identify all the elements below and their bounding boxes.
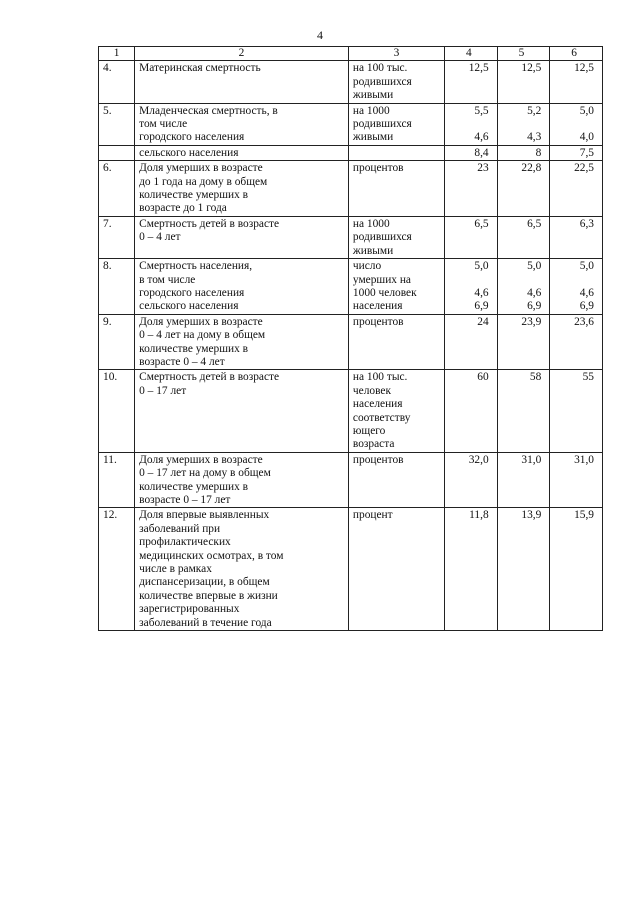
unit-of-measure-line: ющего xyxy=(352,424,386,437)
unit-of-measure xyxy=(348,314,444,370)
table-row xyxy=(99,103,603,145)
indicator-name-line: Материнская смертность xyxy=(139,62,261,75)
value-col-6-line: 12,5 xyxy=(574,62,594,75)
value-col-6 xyxy=(550,508,603,631)
value-col-6-line xyxy=(554,274,594,287)
indicator-name-line: городского населения xyxy=(139,286,245,299)
indicator-name xyxy=(135,370,349,452)
value-col-6-line: 6,9 xyxy=(579,300,594,313)
indicator-name-line: Доля умерших в возрасте xyxy=(139,453,263,466)
header-col-3: 3 xyxy=(348,47,444,61)
value-col-4-line: 32,0 xyxy=(468,453,489,466)
value-col-5-line: 23,9 xyxy=(521,315,542,328)
value-col-5 xyxy=(497,216,550,258)
indicator-name-line: числе в рамках xyxy=(139,563,212,576)
value-col-5-line xyxy=(502,274,542,287)
value-col-5-line: 12,5 xyxy=(521,62,542,75)
value-col-4-line: 5,5 xyxy=(474,104,489,117)
unit-of-measure xyxy=(348,508,444,631)
unit-of-measure xyxy=(348,370,444,452)
value-col-6-line: 6,3 xyxy=(579,217,594,230)
unit-of-measure-line: 1000 человек xyxy=(352,286,417,299)
value-col-4 xyxy=(444,314,497,370)
indicator-name xyxy=(135,61,349,103)
value-col-4-line: 4,6 xyxy=(474,286,489,299)
indicator-name-line: 0 – 4 лет на дому в общем xyxy=(139,329,266,342)
indicator-name-line: заболеваний при xyxy=(139,522,221,535)
row-number: 12. xyxy=(99,508,135,631)
indicators-table xyxy=(98,46,603,631)
unit-of-measure xyxy=(348,216,444,258)
row-number xyxy=(99,145,135,160)
value-col-6-line: 23,6 xyxy=(574,315,594,328)
indicator-name xyxy=(135,314,349,370)
unit-of-measure-line: живыми xyxy=(352,89,394,102)
value-col-4-line: 12,5 xyxy=(468,62,489,75)
table-header-row xyxy=(99,47,603,61)
value-col-5-line: 4,3 xyxy=(527,131,542,144)
value-col-4 xyxy=(444,61,497,103)
value-col-6-line: 22,5 xyxy=(574,162,594,175)
indicator-name-line: возрасте 0 – 4 лет xyxy=(139,355,225,368)
value-col-5 xyxy=(497,259,550,315)
value-col-4 xyxy=(444,370,497,452)
value-col-4-line xyxy=(449,274,489,287)
indicator-name-line: Доля умерших в возрасте xyxy=(139,162,263,175)
unit-of-measure-line: родившихся xyxy=(352,231,412,244)
indicator-name-line: заболеваний в течение года xyxy=(139,616,272,629)
indicator-name-line: Смертность детей в возрасте xyxy=(139,217,280,230)
value-col-4-line: 23 xyxy=(477,162,489,175)
value-col-4 xyxy=(444,452,497,508)
value-col-5 xyxy=(497,452,550,508)
value-col-5 xyxy=(497,370,550,452)
value-col-4-line: 6,5 xyxy=(474,217,489,230)
value-col-6 xyxy=(550,314,603,370)
indicator-name-line: возрасте до 1 года xyxy=(139,202,227,215)
indicator-name-line: количестве умерших в xyxy=(139,189,249,202)
unit-of-measure-line: на 100 тыс. xyxy=(352,371,408,384)
unit-of-measure-line: человек xyxy=(352,384,391,397)
unit-of-measure-line: родившихся xyxy=(352,118,412,131)
indicator-name-line: в том числе xyxy=(139,273,196,286)
value-col-6-line: 15,9 xyxy=(574,509,594,522)
value-col-5 xyxy=(497,508,550,631)
value-col-5-line xyxy=(502,118,542,131)
value-col-6-line: 4,0 xyxy=(579,131,594,144)
table-row xyxy=(99,508,603,631)
indicator-name-line: количестве умерших в xyxy=(139,480,249,493)
value-col-6 xyxy=(550,216,603,258)
value-col-5-line: 13,9 xyxy=(521,509,542,522)
value-col-4-line: 4,6 xyxy=(474,131,489,144)
indicator-name-line: том числе xyxy=(139,118,188,131)
unit-of-measure-line: населения xyxy=(352,300,403,313)
row-number: 7. xyxy=(99,216,135,258)
value-col-5-line: 8 xyxy=(535,146,542,159)
value-col-4 xyxy=(444,216,497,258)
table-body xyxy=(99,47,603,631)
value-col-6 xyxy=(550,161,603,217)
value-col-5-line: 6,9 xyxy=(527,300,542,313)
unit-of-measure-line: умерших на xyxy=(352,273,411,286)
unit-of-measure-line: живыми xyxy=(352,131,394,144)
indicator-name-line: 0 – 17 лет на дому в общем xyxy=(139,467,271,480)
unit-of-measure-line: процентов xyxy=(352,315,404,328)
unit-of-measure xyxy=(348,161,444,217)
indicator-name-line: зарегистрированных xyxy=(139,603,240,616)
value-col-5-line: 4,6 xyxy=(527,286,542,299)
indicator-name xyxy=(135,103,349,145)
value-col-4-line: 8,4 xyxy=(474,146,489,159)
value-col-5-line: 22,8 xyxy=(521,162,542,175)
row-number: 8. xyxy=(99,259,135,315)
page-number: 4 xyxy=(317,28,323,42)
value-col-6-line: 5,0 xyxy=(579,260,594,273)
header-col-5: 5 xyxy=(497,47,550,61)
value-col-5 xyxy=(497,161,550,217)
unit-of-measure xyxy=(348,259,444,315)
indicator-name xyxy=(135,216,349,258)
value-col-6-line: 4,6 xyxy=(579,286,594,299)
value-col-6-line: 5,0 xyxy=(579,104,594,117)
unit-of-measure xyxy=(348,145,444,160)
indicator-name-line: 0 – 4 лет xyxy=(139,231,181,244)
value-col-4-line: 24 xyxy=(477,315,489,328)
value-col-5-line: 6,5 xyxy=(527,217,542,230)
unit-of-measure xyxy=(348,452,444,508)
indicator-name xyxy=(135,508,349,631)
unit-of-measure xyxy=(348,103,444,145)
unit-of-measure-line: процентов xyxy=(352,162,404,175)
header-col-1: 1 xyxy=(99,47,135,61)
table-row xyxy=(99,216,603,258)
value-col-4-line: 60 xyxy=(477,371,489,384)
indicator-name-line: Младенческая смертность, в xyxy=(139,104,278,117)
unit-of-measure-line: населения xyxy=(352,398,403,411)
unit-of-measure-line: соответству xyxy=(352,411,411,424)
value-col-4 xyxy=(444,508,497,631)
indicator-name-line: сельского населения xyxy=(139,146,239,159)
value-col-6 xyxy=(550,103,603,145)
value-col-4-line: 5,0 xyxy=(474,260,489,273)
table-row xyxy=(99,145,603,160)
table-row xyxy=(99,314,603,370)
value-col-4 xyxy=(444,161,497,217)
value-col-5 xyxy=(497,314,550,370)
indicator-name-line: Смертность детей в возрасте xyxy=(139,371,280,384)
unit-of-measure-line: на 100 тыс. xyxy=(352,62,408,75)
value-col-5-line: 31,0 xyxy=(521,453,542,466)
value-col-6-line xyxy=(554,118,594,131)
indicator-name xyxy=(135,145,349,160)
value-col-5 xyxy=(497,61,550,103)
value-col-4-line xyxy=(449,118,489,131)
indicator-name-line: городского населения xyxy=(139,131,245,144)
indicator-name-line: Доля умерших в возрасте xyxy=(139,315,263,328)
table-row xyxy=(99,161,603,217)
row-number: 11. xyxy=(99,452,135,508)
header-col-2: 2 xyxy=(135,47,349,61)
value-col-6-line: 31,0 xyxy=(574,453,594,466)
unit-of-measure-line: на 1000 xyxy=(352,217,390,230)
value-col-5-line: 58 xyxy=(529,371,542,384)
indicator-name-line: сельского населения xyxy=(139,300,239,313)
table-row xyxy=(99,61,603,103)
value-col-5 xyxy=(497,103,550,145)
indicator-name-line: до 1 года на дому в общем xyxy=(139,175,268,188)
value-col-4 xyxy=(444,103,497,145)
row-number: 4. xyxy=(99,61,135,103)
value-col-4-line: 11,8 xyxy=(469,509,489,522)
table-row xyxy=(99,452,603,508)
indicator-name-line: профилактических xyxy=(139,536,231,549)
indicator-name xyxy=(135,161,349,217)
indicator-name-line: диспансеризации, в общем xyxy=(139,576,270,589)
value-col-6-line: 7,5 xyxy=(579,146,594,159)
indicator-name-line: Доля впервые выявленных xyxy=(139,509,270,522)
indicator-name xyxy=(135,452,349,508)
value-col-5-line: 5,0 xyxy=(527,260,542,273)
value-col-4 xyxy=(444,145,497,160)
unit-of-measure-line: возраста xyxy=(352,438,395,451)
unit-of-measure-line: процентов xyxy=(352,453,404,466)
row-number: 10. xyxy=(99,370,135,452)
header-col-6: 6 xyxy=(550,47,603,61)
unit-of-measure-line: на 1000 xyxy=(352,104,390,117)
value-col-6 xyxy=(550,259,603,315)
value-col-6-line: 55 xyxy=(582,371,594,384)
value-col-6 xyxy=(550,61,603,103)
indicator-name-line: возрасте 0 – 17 лет xyxy=(139,494,231,506)
indicator-name-line: Смертность населения, xyxy=(139,260,253,273)
indicator-name xyxy=(135,259,349,315)
value-col-5-line: 5,2 xyxy=(527,104,542,117)
row-number: 6. xyxy=(99,161,135,217)
value-col-5 xyxy=(497,145,550,160)
unit-of-measure-line: живыми xyxy=(352,244,394,257)
header-col-4: 4 xyxy=(444,47,497,61)
value-col-6 xyxy=(550,370,603,452)
unit-of-measure-line: процент xyxy=(352,509,393,522)
table-row xyxy=(99,259,603,315)
indicator-name-line: количестве умерших в xyxy=(139,342,249,355)
indicator-name-line: количестве впервые в жизни xyxy=(139,589,278,602)
unit-of-measure-line xyxy=(353,147,440,160)
indicator-name-line: 0 – 17 лет xyxy=(139,384,187,397)
indicator-name-line: медицинских осмотрах, в том xyxy=(139,549,284,562)
unit-of-measure-line: родившихся xyxy=(352,75,412,88)
table-row xyxy=(99,370,603,452)
value-col-4 xyxy=(444,259,497,315)
row-number: 9. xyxy=(99,314,135,370)
unit-of-measure xyxy=(348,61,444,103)
value-col-6 xyxy=(550,145,603,160)
unit-of-measure-line: число xyxy=(352,260,382,273)
value-col-4-line: 6,9 xyxy=(474,300,489,313)
value-col-6 xyxy=(550,452,603,508)
row-number: 5. xyxy=(99,103,135,145)
